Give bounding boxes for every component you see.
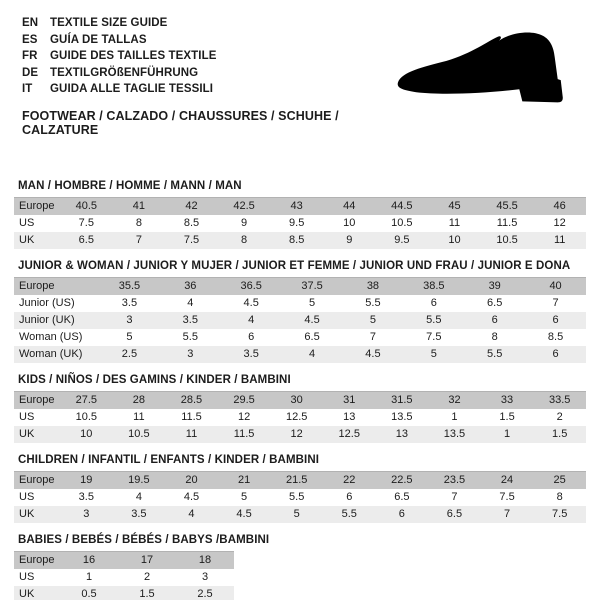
size-cell: 11 [185, 427, 198, 440]
language-title: TEXTILGRÖßENFÜHRUNG [50, 66, 199, 79]
size-cell: 33 [500, 393, 514, 406]
row-label: US [19, 410, 35, 423]
size-cell: 11 [133, 410, 145, 423]
size-cell: 9 [346, 233, 353, 246]
size-cell: 10 [448, 233, 461, 246]
size-section [14, 180, 586, 249]
size-cell: 11 [448, 216, 461, 229]
size-cell: 13 [343, 410, 356, 423]
size-cell: 0.5 [81, 587, 97, 600]
size-cell: 6.5 [304, 330, 320, 343]
size-cell: 45 [448, 199, 461, 212]
size-section [14, 454, 586, 523]
size-cell: 4.5 [236, 507, 252, 520]
size-cell: 25 [553, 473, 566, 486]
row-label: Europe [19, 473, 55, 486]
size-cell: 6.5 [446, 507, 463, 520]
size-cell: 11.5 [181, 410, 202, 423]
language-row [14, 32, 394, 49]
size-cell: 6 [346, 490, 353, 503]
size-cell: 3 [126, 313, 133, 326]
size-cell: 17 [140, 553, 154, 566]
size-cell: 42.5 [233, 199, 255, 212]
size-cell: 45.5 [496, 199, 518, 212]
size-cell: 9.5 [394, 233, 410, 246]
size-cell: 9 [241, 216, 248, 229]
size-cell: 31.5 [391, 393, 413, 406]
size-cell: 3 [187, 347, 194, 360]
language-code: IT [22, 83, 33, 95]
header-text-block [14, 13, 394, 137]
size-cell: 44 [343, 199, 356, 212]
size-cell: 10 [343, 216, 356, 229]
size-cell: 19.5 [128, 473, 150, 486]
size-cell: 8 [556, 490, 563, 503]
size-cell: 21 [237, 473, 251, 486]
size-cell: 3 [83, 507, 90, 520]
language-row [14, 65, 394, 82]
size-cell: 5.5 [341, 507, 357, 520]
size-cell: 8 [491, 330, 498, 343]
row-label: Woman (US) [19, 330, 83, 343]
size-cell: 7 [503, 507, 511, 520]
size-cell: 16 [82, 553, 96, 566]
language-row [14, 81, 394, 98]
table-row [14, 391, 586, 409]
size-cell: 1.5 [499, 410, 515, 423]
table-row [14, 471, 586, 489]
size-cell: 6.5 [394, 490, 410, 503]
language-title: TEXTILE SIZE GUIDE [50, 17, 168, 29]
size-cell: 5.5 [426, 313, 442, 326]
size-cell: 20 [185, 473, 198, 486]
size-cell: 5 [430, 347, 437, 360]
row-label: Europe [19, 553, 55, 566]
size-cell: 30 [290, 393, 303, 406]
size-cell: 1 [85, 570, 93, 583]
size-section [14, 534, 586, 600]
row-label: US [19, 216, 35, 229]
size-cell: 3.5 [78, 490, 94, 503]
language-title: GUIDE DES TAILLES TEXTILE [50, 50, 217, 62]
size-cell: 13.5 [443, 427, 466, 440]
table-row [14, 312, 586, 329]
size-cell: 19 [80, 473, 93, 486]
size-cell: 22.5 [391, 473, 413, 486]
size-cell: 32 [448, 393, 461, 406]
size-cell: 22 [343, 473, 356, 486]
dress-shoe-icon [394, 29, 586, 109]
table-row [14, 346, 586, 363]
size-cell: 13.5 [391, 410, 413, 423]
size-cell: 4 [188, 507, 195, 520]
size-cell: 5 [126, 330, 133, 343]
language-row [14, 48, 394, 65]
size-cell: 24 [500, 473, 514, 486]
size-cell: 39 [488, 279, 501, 292]
size-cell: 43 [290, 199, 303, 212]
size-cell: 5.5 [182, 330, 198, 343]
size-cell: 10.5 [75, 410, 97, 423]
size-cell: 13 [395, 427, 408, 440]
size-cell: 12.5 [285, 410, 308, 423]
size-cell: 4.5 [183, 490, 200, 503]
size-cell: 46 [553, 199, 566, 212]
row-label: Europe [19, 279, 55, 292]
category-line: FOOTWEAR / CALZADO / CHAUSSURES / SCHUHE / CALZATURE [22, 108, 339, 137]
table-row [14, 426, 586, 443]
row-label: UK [19, 587, 35, 600]
language-code: FR [22, 50, 38, 62]
size-cell: 5 [309, 296, 316, 309]
shoe-silhouette-path [398, 32, 563, 102]
size-cell: 41 [132, 199, 146, 212]
size-cell: 12 [553, 216, 566, 229]
size-cell: 7.5 [78, 216, 94, 229]
size-cell: 36 [184, 279, 197, 292]
size-table [14, 391, 586, 443]
size-cell: 12 [237, 410, 251, 423]
size-cell: 7 [369, 330, 376, 343]
row-label: Junior (US) [19, 296, 75, 309]
size-cell: 44.5 [391, 199, 413, 212]
header [14, 13, 586, 137]
size-cell: 4.5 [365, 347, 381, 360]
row-label: UK [19, 507, 35, 520]
size-cell: 11.5 [496, 216, 518, 229]
size-cell: 28 [132, 393, 146, 406]
size-cell: 6 [552, 313, 559, 326]
size-cell: 5 [241, 490, 248, 503]
table-row [14, 197, 586, 215]
size-cell: 3.5 [182, 313, 198, 326]
row-label: Junior (UK) [19, 313, 75, 326]
size-cell: 28.5 [180, 393, 203, 406]
size-cell: 1.5 [552, 427, 568, 440]
size-cell: 4.5 [243, 296, 259, 309]
size-cell: 8.5 [183, 216, 200, 229]
table-row [14, 586, 234, 600]
size-table [14, 551, 234, 600]
size-section [14, 260, 586, 363]
size-cell: 7 [451, 490, 458, 503]
size-table [14, 471, 586, 523]
size-cell: 10.5 [128, 427, 150, 440]
size-cell: 40.5 [75, 199, 97, 212]
table-row [14, 277, 586, 295]
table-row [14, 215, 586, 232]
table-row [14, 551, 234, 569]
size-cell: 9.5 [289, 216, 305, 229]
row-label: UK [19, 233, 35, 246]
size-cell: 7.5 [499, 490, 515, 503]
section-title: MAN / HOMBRE / HOMME / MANN / MAN [18, 179, 242, 192]
size-cell: 2.5 [121, 347, 138, 360]
table-row [14, 232, 586, 249]
language-code: DE [22, 66, 39, 79]
size-cell: 38.5 [423, 279, 445, 292]
size-cell: 7 [135, 233, 142, 246]
size-cell: 3.5 [121, 296, 138, 309]
size-cell: 42 [185, 199, 198, 212]
size-cell: 10 [80, 427, 93, 440]
size-cell: 5.5 [289, 490, 305, 503]
size-cell: 36.5 [240, 279, 262, 292]
size-cell: 3.5 [243, 347, 259, 360]
size-cell: 38 [366, 279, 380, 292]
table-row [14, 295, 586, 312]
size-cell: 4 [248, 313, 255, 326]
size-cell: 6 [248, 330, 255, 343]
language-code: EN [22, 17, 39, 29]
size-cell: 31 [343, 393, 356, 406]
size-cell: 12 [290, 427, 303, 440]
section-title: BABIES / BEBÉS / BÉBÉS / BABYS /BAMBINI [18, 533, 270, 546]
size-cell: 7.5 [183, 233, 200, 246]
size-cell: 7.5 [426, 330, 442, 343]
size-cell: 33.5 [548, 393, 571, 406]
size-cell: 2 [556, 410, 563, 423]
size-cell: 6 [491, 313, 498, 326]
size-cell: 40 [549, 279, 562, 292]
size-cell: 7 [552, 296, 559, 309]
row-label: Europe [19, 199, 55, 212]
size-cell: 11 [553, 233, 566, 246]
section-title: KIDS / NIÑOS / DES GAMINS / KINDER / BAMBINI [18, 373, 291, 386]
size-cell: 4 [135, 490, 142, 503]
size-cell: 21.5 [285, 473, 308, 486]
size-cell: 23.5 [443, 473, 466, 486]
section-title: JUNIOR & WOMAN / JUNIOR Y MUJER / JUNIOR ET FEMME / JUNIOR UND FRAU / JUNIOR E DONA [18, 259, 571, 272]
size-cell: 12.5 [338, 427, 360, 440]
size-cell: 6 [398, 507, 405, 520]
size-cell: 3.5 [131, 507, 147, 520]
size-cell: 5 [293, 507, 300, 520]
size-cell: 6.5 [487, 296, 503, 309]
size-cell: 4.5 [304, 313, 320, 326]
table-row [14, 506, 586, 523]
size-cell: 3 [201, 570, 209, 583]
size-cell: 10.5 [391, 216, 413, 229]
size-cell: 7.5 [552, 507, 568, 520]
language-title: GUÍA DE TALLAS [50, 33, 147, 46]
size-cell: 11.5 [233, 427, 255, 440]
size-cell: 1 [503, 427, 511, 440]
row-label: Woman (UK) [19, 347, 83, 360]
section-title: CHILDREN / INFANTIL / ENFANTS / KINDER / BAMBINI [18, 453, 320, 466]
size-cell: 5.5 [487, 347, 503, 360]
size-tables [14, 180, 586, 600]
row-label: US [19, 490, 35, 503]
size-cell: 37.5 [301, 279, 323, 292]
row-label: Europe [19, 393, 55, 406]
language-row [14, 15, 394, 32]
size-table [14, 277, 586, 363]
size-cell: 8 [135, 216, 142, 229]
language-list [14, 15, 394, 98]
table-row [14, 329, 586, 346]
size-cell: 4 [309, 347, 316, 360]
language-code: ES [22, 33, 38, 46]
size-cell: 35.5 [118, 279, 141, 292]
size-cell: 18 [198, 553, 212, 566]
size-cell: 8 [241, 233, 248, 246]
size-cell: 5.5 [365, 296, 381, 309]
size-cell: 8.5 [547, 330, 564, 343]
row-label: US [19, 570, 35, 583]
size-cell: 4 [187, 296, 194, 309]
table-row [14, 409, 586, 426]
size-cell: 2.5 [197, 587, 213, 600]
size-cell: 10.5 [496, 233, 518, 246]
language-title: GUIDA ALLE TAGLIE TESSILI [50, 83, 214, 95]
size-cell: 6 [430, 296, 437, 309]
size-cell: 8.5 [289, 233, 305, 246]
size-cell: 27.5 [75, 393, 97, 406]
table-row [14, 569, 234, 586]
size-cell: 1 [451, 410, 458, 423]
size-cell: 6 [552, 347, 559, 360]
size-table [14, 197, 586, 249]
size-cell: 6.5 [78, 233, 94, 246]
size-cell: 29.5 [233, 393, 255, 406]
size-cell: 1.5 [139, 587, 155, 600]
table-row [14, 489, 586, 506]
size-cell: 2 [143, 570, 151, 583]
row-label: UK [19, 427, 35, 440]
size-cell: 5 [369, 313, 376, 326]
size-section [14, 374, 586, 443]
